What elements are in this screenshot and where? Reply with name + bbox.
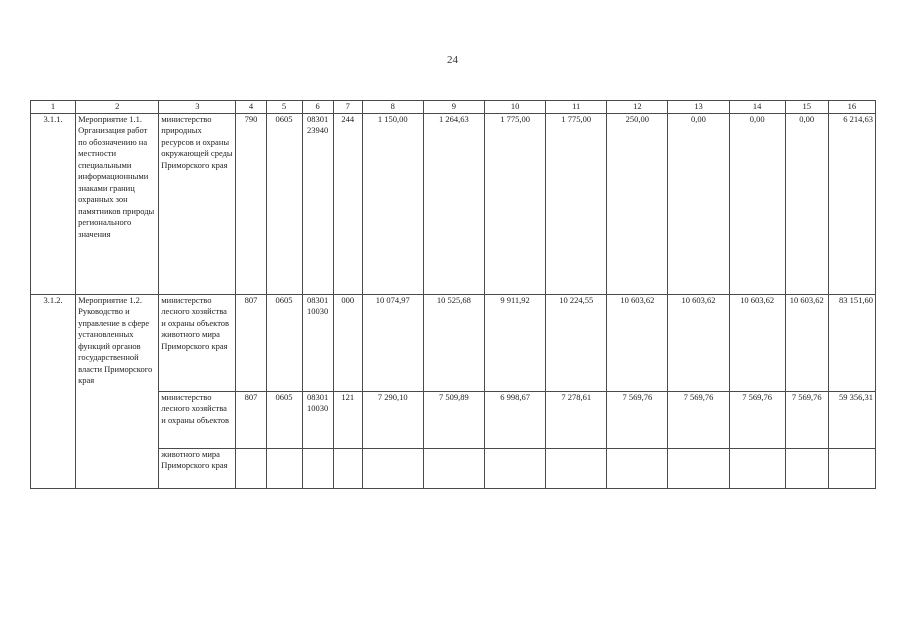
row-grbs: 807 [236, 391, 266, 448]
row-name: Мероприятие 1.2. Руководство и управление в сфере установленных функций органов государственной власти Приморского края [76, 294, 159, 488]
header-cell: 12 [607, 101, 668, 114]
row-expense-type: 121 [333, 391, 362, 448]
header-cell: 14 [729, 101, 785, 114]
header-cell: 6 [302, 101, 333, 114]
value-cell: 7 569,76 [607, 391, 668, 448]
total-cell: 83 151,60 [828, 294, 875, 391]
empty-cell [828, 448, 875, 488]
empty-cell [362, 448, 423, 488]
empty-cell [236, 448, 266, 488]
value-cell: 10 074,97 [362, 294, 423, 391]
total-cell: 59 356,31 [828, 391, 875, 448]
value-cell: 10 603,62 [607, 294, 668, 391]
row-grbs: 807 [236, 294, 266, 391]
header-cell: 8 [362, 101, 423, 114]
row-section: 0605 [266, 294, 302, 391]
header-cell: 5 [266, 101, 302, 114]
empty-cell [607, 448, 668, 488]
row-id: 3.1.2. [31, 294, 76, 488]
header-cell: 1 [31, 101, 76, 114]
empty-cell [546, 448, 607, 488]
value-cell: 7 569,76 [668, 391, 729, 448]
value-cell: 6 998,67 [485, 391, 546, 448]
header-cell: 3 [159, 101, 236, 114]
row-grbs: 790 [236, 113, 266, 294]
empty-cell [485, 448, 546, 488]
row-id: 3.1.1. [31, 113, 76, 294]
value-cell: 0,00 [785, 113, 828, 294]
row-section: 0605 [266, 391, 302, 448]
value-cell: 7 569,76 [729, 391, 785, 448]
header-cell: 4 [236, 101, 266, 114]
value-cell: 7 569,76 [785, 391, 828, 448]
row-target: 08301 10030 [302, 391, 333, 448]
empty-cell [423, 448, 484, 488]
value-cell: 7 290,10 [362, 391, 423, 448]
empty-cell [266, 448, 302, 488]
table-row [31, 294, 876, 391]
value-cell: 1 150,00 [362, 113, 423, 294]
header-cell: 2 [76, 101, 159, 114]
value-cell: 0,00 [729, 113, 785, 294]
value-cell: 1 264,63 [423, 113, 484, 294]
row-executor: животного мира Приморского края [159, 448, 236, 488]
value-cell: 7 509,89 [423, 391, 484, 448]
header-cell: 16 [828, 101, 875, 114]
row-section: 0605 [266, 113, 302, 294]
header-cell: 13 [668, 101, 729, 114]
table-row [31, 113, 876, 294]
empty-cell [668, 448, 729, 488]
value-cell: 10 603,62 [785, 294, 828, 391]
total-cell: 6 214,63 [828, 113, 875, 294]
value-cell: 9 911,92 [485, 294, 546, 391]
empty-cell [333, 448, 362, 488]
value-cell: 1 775,00 [485, 113, 546, 294]
empty-cell [785, 448, 828, 488]
row-target: 08301 10030 [302, 294, 333, 391]
header-cell: 10 [485, 101, 546, 114]
row-executor: министерство природных ресурсов и охраны окружающей среды Приморского края [159, 113, 236, 294]
row-executor: министерство лесного хозяйства и охраны объектов [159, 391, 236, 448]
value-cell: 10 224,55 [546, 294, 607, 391]
row-expense-type: 000 [333, 294, 362, 391]
header-cell: 11 [546, 101, 607, 114]
value-cell: 10 603,62 [729, 294, 785, 391]
row-name: Мероприятие 1.1. Организация работ по обозначению на местности специальными информационными знаками границ охранных зон памятников природы регионального значения [76, 113, 159, 294]
empty-cell [729, 448, 785, 488]
value-cell: 0,00 [668, 113, 729, 294]
header-cell: 15 [785, 101, 828, 114]
page-number: 24 [447, 54, 458, 66]
header-cell: 9 [423, 101, 484, 114]
row-executor: министерство лесного хозяйства и охраны объектов животного мира Приморского края [159, 294, 236, 391]
value-cell: 10 603,62 [668, 294, 729, 391]
row-target: 08301 23940 [302, 113, 333, 294]
value-cell: 7 278,61 [546, 391, 607, 448]
header-cell: 7 [333, 101, 362, 114]
empty-cell [302, 448, 333, 488]
header-row [31, 101, 876, 114]
value-cell: 10 525,68 [423, 294, 484, 391]
value-cell: 1 775,00 [546, 113, 607, 294]
row-expense-type: 244 [333, 113, 362, 294]
budget-table [30, 100, 876, 489]
value-cell: 250,00 [607, 113, 668, 294]
